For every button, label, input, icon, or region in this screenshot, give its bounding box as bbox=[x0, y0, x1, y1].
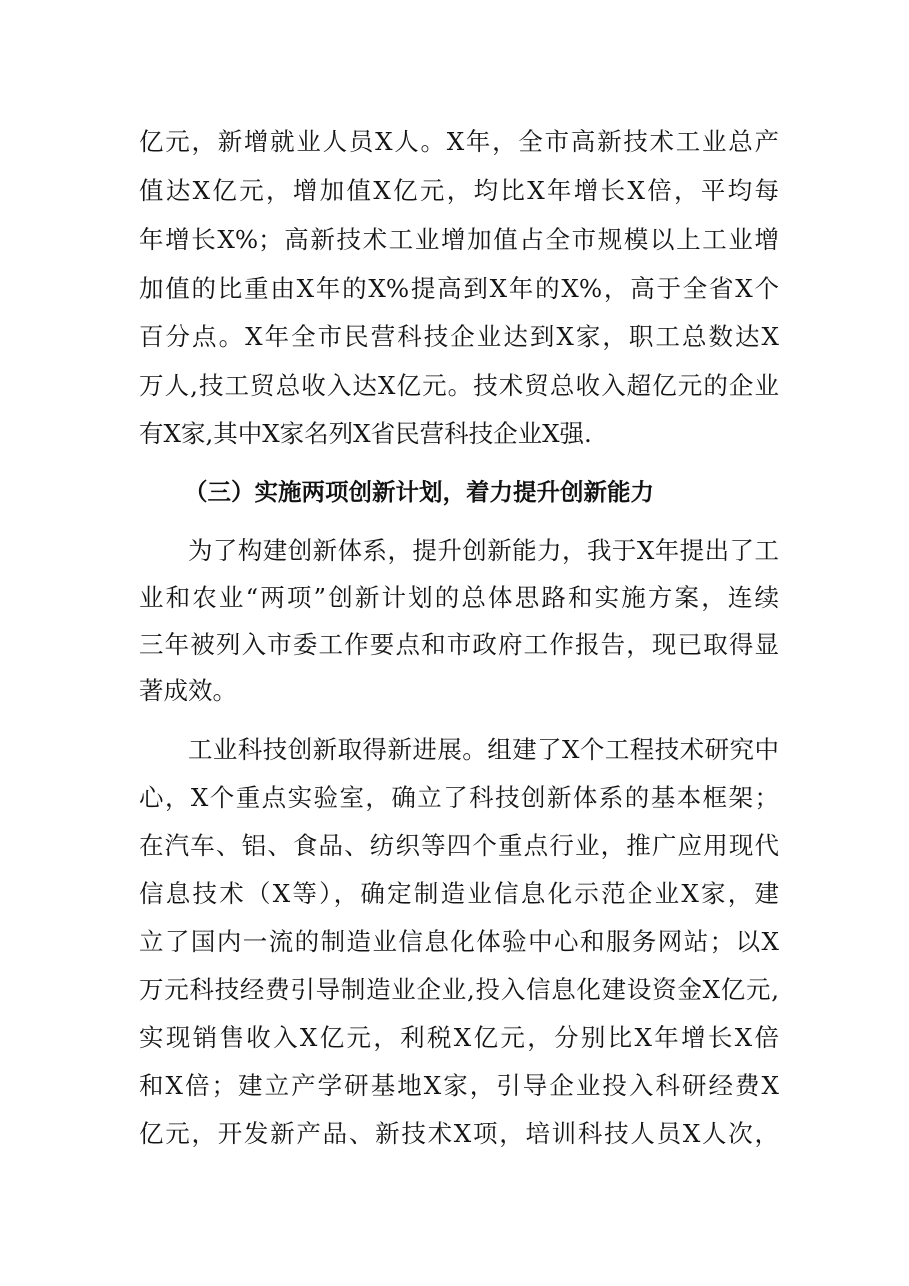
paragraph-3-line-1: 工业科技创新取得新进展。组建了X个工程技术研究中 bbox=[188, 735, 779, 764]
paragraph-1-line-3: 年增长X%；高新技术工业增加值占全市规模以上工业增 bbox=[139, 225, 779, 254]
paragraph-2-line-1: 为了构建创新体系，提升创新能力，我于X年提出了工 bbox=[188, 536, 779, 565]
section-heading: （三）实施两项创新计划，着力提升创新能力 bbox=[184, 478, 654, 506]
paragraph-3-line-5: 立了国内一流的制造业信息化体验中心和服务网站；以X bbox=[139, 927, 779, 956]
paragraph-1-line-2: 值达X亿元，增加值X亿元，均比X年增长X倍，平均每 bbox=[139, 176, 779, 205]
paragraph-3-line-3: 在汽车、铝、食品、纺织等四个重点行业，推广应用现代 bbox=[139, 831, 779, 860]
paragraph-1-line-7: 有X家,其中X家名列X省民营科技企业X强. bbox=[139, 419, 592, 448]
paragraph-2-line-3: 三年被列入市委工作要点和市政府工作报告，现已取得显 bbox=[139, 630, 779, 659]
paragraph-3-line-6: 万元科技经费引导制造业企业,投入信息化建设资金X亿元, bbox=[139, 975, 779, 1004]
paragraph-3-line-9: 亿元，开发新产品、新技术X项，培训科技人员X人次， bbox=[139, 1119, 779, 1148]
paragraph-3-line-7: 实现销售收入X亿元，利税X亿元，分别比X年增长X倍 bbox=[139, 1023, 779, 1052]
paragraph-1-line-5: 百分点。X年全市民营科技企业达到X家，职工总数达X bbox=[139, 322, 779, 351]
paragraph-1-line-1: 亿元，新增就业人员X人。X年，全市高新技术工业总产 bbox=[139, 127, 779, 156]
paragraph-3-line-8: 和X倍；建立产学研基地X家，引导企业投入科研经费X bbox=[139, 1071, 779, 1100]
paragraph-2-line-4: 著成效。 bbox=[139, 676, 237, 705]
paragraph-3-line-2: 心，X个重点实验室，确立了科技创新体系的基本框架； bbox=[139, 783, 779, 812]
paragraph-1-line-6: 万人,技工贸总收入达X亿元。技术贸总收入超亿元的企业 bbox=[139, 371, 779, 400]
paragraph-3-line-4: 信息技术（X等），确定制造业信息化示范企业X家，建 bbox=[139, 879, 779, 908]
paragraph-1-line-4: 加值的比重由X年的X%提高到X年的X%，高于全省X个 bbox=[139, 274, 779, 303]
paragraph-2-line-2: 业和农业“两项”创新计划的总体思路和实施方案，连续 bbox=[139, 583, 779, 612]
